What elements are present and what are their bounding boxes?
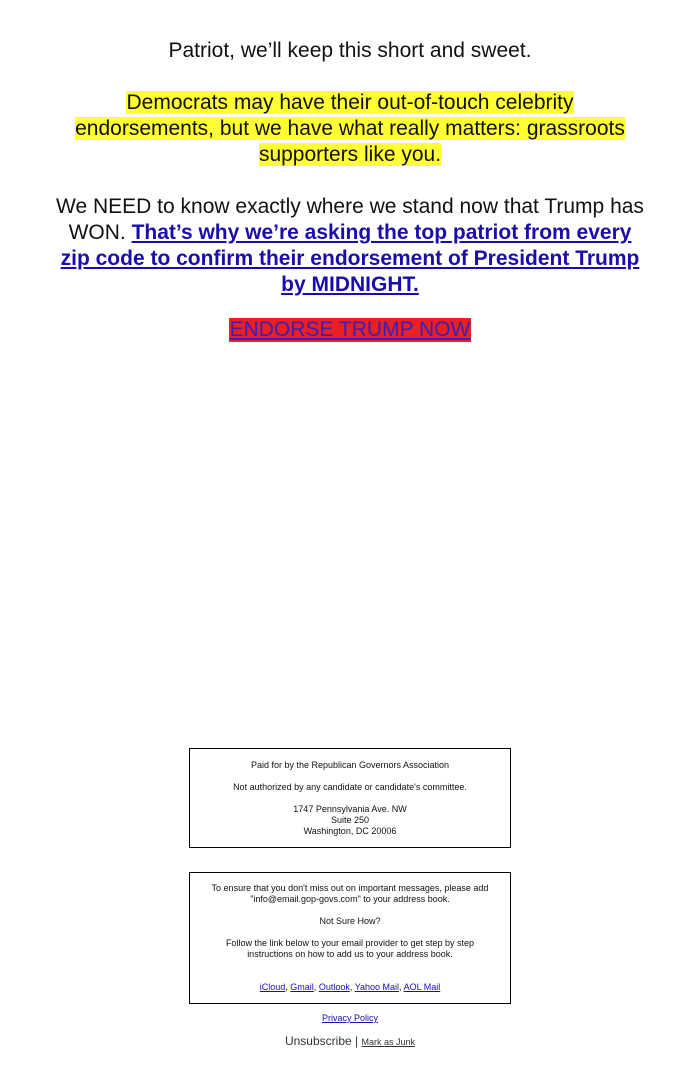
footer-separator: |: [355, 1034, 359, 1048]
unsubscribe-row: [0, 1034, 700, 1048]
endorsement-link[interactable]: That’s why we’re asking the top patriot from every zip code to confirm their endorsement of President Trump by MIDNIGHT.: [60, 221, 640, 296]
not-authorized-text: Not authorized by any candidate or candidate's committee.: [233, 782, 467, 792]
unsubscribe-link[interactable]: Unsubscribe: [284, 1034, 352, 1048]
provider-links: iCloud, Gmail, Outlook, Yahoo Mail, AOL Mail: [259, 982, 441, 992]
icloud-link[interactable]: iCloud: [259, 982, 286, 992]
disclaimer-box: [189, 748, 511, 848]
highlighted-paragraph: [55, 90, 645, 168]
email-body: [55, 38, 645, 343]
greeting-text: Patriot, we’ll keep this short and sweet.: [168, 39, 532, 62]
aol-mail-link[interactable]: AOL Mail: [403, 982, 441, 992]
endorse-trump-button[interactable]: ENDORSE TRUMP NOW: [229, 318, 471, 341]
privacy-policy-link[interactable]: Privacy Policy: [321, 1013, 378, 1023]
yahoo-mail-link[interactable]: Yahoo Mail: [354, 982, 400, 992]
mark-as-junk-link[interactable]: Mark as Junk: [361, 1037, 416, 1047]
privacy-row: [0, 1013, 700, 1023]
address-book-box: [189, 872, 511, 1004]
gmail-link[interactable]: Gmail: [290, 982, 314, 992]
address-line-2: Suite 250: [330, 815, 370, 825]
address-book-intro: To ensure that you don't miss out on important messages, please add "info@email.gop-govs.com" to your address book.: [211, 883, 489, 904]
not-sure-text: Not Sure How?: [319, 916, 381, 926]
need-text: We NEED to know exactly where we stand now that Trump has WON.: [56, 195, 644, 244]
paid-for-text: Paid for by the Republican Governors Association: [250, 760, 450, 770]
need-paragraph: [55, 194, 645, 298]
highlighted-text: Democrats may have their out-of-touch celebrity endorsements, but we have what really matters: grassroots supporters like you.: [75, 91, 625, 166]
cta-wrapper: [55, 317, 645, 343]
outlook-link[interactable]: Outlook: [318, 982, 350, 992]
address-line-1: 1747 Pennsylvania Ave. NW: [293, 804, 407, 814]
instructions-text: Follow the link below to your email provider to get step by step instructions on how to add us to your address book.: [225, 938, 475, 959]
address-line-3: Washington, DC 20006: [303, 826, 397, 836]
